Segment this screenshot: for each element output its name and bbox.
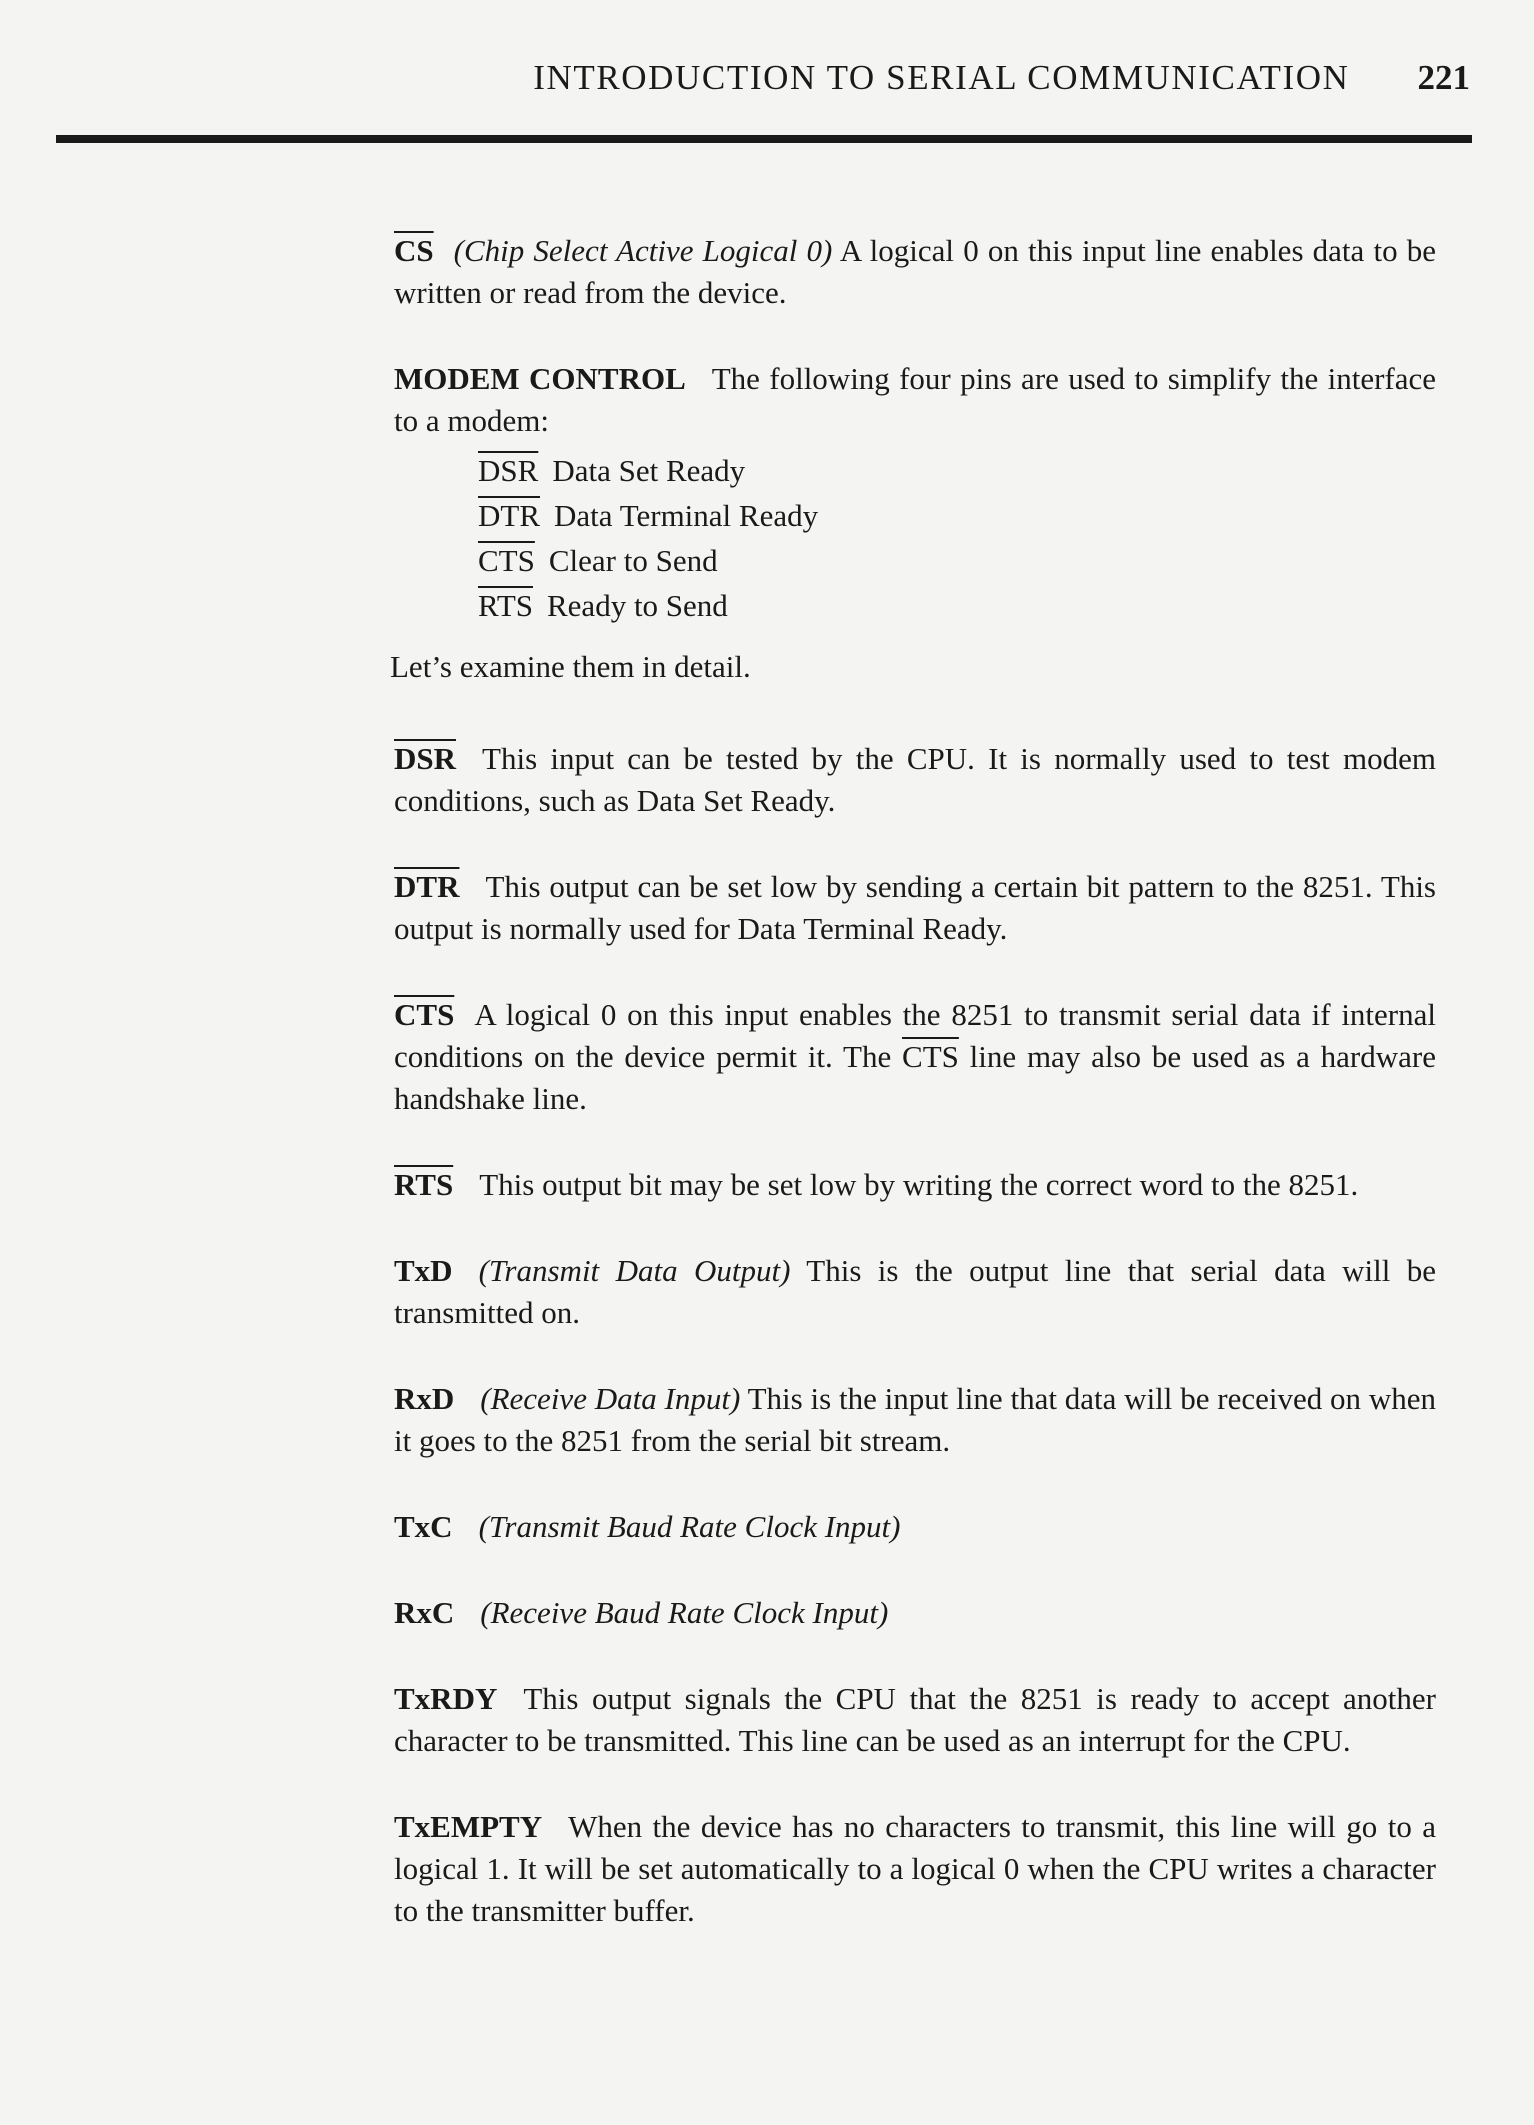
rxd-italic: (Receive Data Input) (480, 1381, 741, 1416)
term-modem-control: MODEM CONTROL (394, 361, 686, 396)
pin-list-item (478, 538, 1436, 583)
entry-dtr (394, 866, 1436, 950)
term-cs: $\overline{CS}$ (394, 233, 434, 268)
entry-rxd (394, 1378, 1436, 1462)
running-head (0, 58, 1470, 98)
pin-desc: Clear to Send (548, 543, 718, 578)
pin-name: $\overline{RTS}$ (478, 588, 533, 623)
modem-followup: Let’s examine them in detail. (390, 649, 751, 684)
cs-text: A logical 0 on this input line enables data to be written or read from the device. (394, 233, 1437, 310)
term-dtr: $\overline{DTR}$ (394, 869, 460, 904)
pin-name: $\overline{DSR}$ (478, 453, 539, 488)
txempty-text: When the device has no characters to transmit, this line will go to a logical 1. It will be set automatically to a logical 0 when the CPU writes a character to the transmitter buffer. (394, 1809, 1436, 1928)
running-title: INTRODUCTION TO SERIAL COMMUNICATION (533, 58, 1350, 97)
term-dsr: $\overline{DSR}$ (394, 741, 457, 776)
pin-name: $\overline{CTS}$ (478, 543, 535, 578)
cs-italic: (Chip Select Active Logical 0) (453, 233, 833, 268)
entry-txrdy (394, 1678, 1436, 1762)
term-rts: $\overline{RTS}$ (394, 1167, 454, 1202)
dsr-text: This input can be tested by the CPU. It is normally used to test modem conditions, such as Data Set Ready. (394, 741, 1436, 818)
rxd-text: This is the input line that data will be received on when it goes to the 8251 from the serial bit stream. (394, 1381, 1436, 1458)
pin-list-item (478, 493, 1436, 538)
entry-txempty (394, 1806, 1436, 1932)
pin-desc: Data Terminal Ready (554, 498, 819, 533)
modem-text: The following four pins are used to simplify the interface to a modem: (394, 361, 1436, 438)
term-txrdy: TxRDY (394, 1681, 498, 1716)
entry-rxc (394, 1592, 1436, 1634)
txc-italic: (Transmit Baud Rate Clock Input) (478, 1509, 901, 1544)
cts-inline-term: $\overline{CTS}$ (902, 1039, 959, 1074)
header-rule (56, 135, 1472, 143)
entry-modem-control (394, 358, 1436, 442)
rts-text: This output bit may be set low by writing the correct word to the 8251. (479, 1167, 1359, 1202)
txd-text: This is the output line that serial data will be transmitted on. (394, 1253, 1437, 1330)
entry-cs (394, 230, 1436, 314)
term-txd: TxD (394, 1253, 453, 1288)
pin-list-item (478, 583, 1436, 628)
rxc-italic: (Receive Baud Rate Clock Input) (480, 1595, 889, 1630)
term-rxc: RxC (394, 1595, 455, 1630)
dtr-text: This output can be set low by sending a certain bit pattern to the 8251. This output is normally used for Data Terminal Ready. (394, 869, 1436, 946)
pin-desc: Ready to Send (547, 588, 728, 623)
entry-rts (394, 1164, 1436, 1206)
term-txc: TxC (394, 1509, 453, 1544)
txrdy-text: This output signals the CPU that the 8251 is ready to accept another character to be transmitted. This line can be used as an interrupt for the CPU. (394, 1681, 1436, 1758)
entry-txc (394, 1506, 1436, 1548)
term-txempty: TxEMPTY (394, 1809, 543, 1844)
modem-pin-list (478, 448, 1436, 628)
cts-text-after: line may also be used as a hardware handshake line. (394, 1039, 1436, 1116)
entry-txd (394, 1250, 1436, 1334)
page-number: 221 (1417, 58, 1470, 97)
pin-desc: Data Set Ready (552, 453, 746, 488)
page-body (390, 230, 1437, 1976)
entry-cts (394, 994, 1436, 1120)
entry-dsr (394, 738, 1436, 822)
term-cts: $\overline{CTS}$ (394, 997, 455, 1032)
pin-list-item (478, 448, 1436, 493)
txd-italic: (Transmit Data Output) (478, 1253, 791, 1288)
cts-text-before: A logical 0 on this input enables the 8251 to transmit serial data if internal conditions on the device permit it. The (394, 997, 1436, 1074)
pin-name: $\overline{DTR}$ (478, 498, 540, 533)
term-rxd: RxD (394, 1381, 455, 1416)
